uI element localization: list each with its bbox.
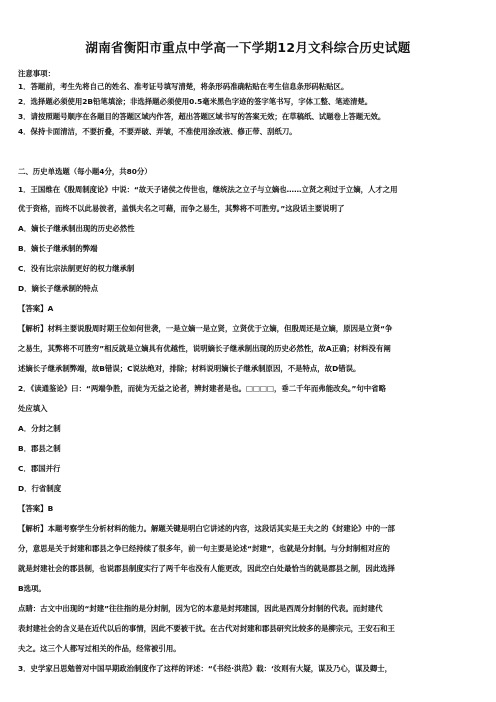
question-2-analysis: 【解析】本题考察学生分析材料的能力。解题关键是明白它讲述的内容，这段话其实是王夫之的《封建论》中的一部	[18, 524, 395, 533]
question-1-answer: 【答案】A	[18, 304, 54, 313]
question-1-option-a: A．嫡长子继承制出现的历史必然性	[18, 224, 135, 233]
question-1-stem: 1．王国维在《殷周制度论》中说：“故天子诸侯之传世也，继统法之立子与立嫡也……立贤之利过于立嫡，人才之用	[18, 185, 398, 194]
notice-item-4: 4．保持卡面清洁，不要折叠，不要弄破、弄皱，不准使用涂改液、修正带、刮纸刀。	[18, 127, 297, 136]
question-1-stem-cont: 优于资格，而终不以此易彼者，盖惧夫名之可藉，而争之易生，其弊将不可胜穷。”这段话主要说明了	[18, 204, 345, 213]
notice-item-1: 1．答题前，考生先将自己的姓名、准考证号填写清楚，将条形码准确粘贴在考生信息条形码粘贴区。	[18, 82, 349, 91]
question-2-option-b: B．郡县之制	[18, 444, 61, 453]
question-2-answer: 【答案】B	[18, 504, 54, 513]
question-2-option-a: A．分封之制	[18, 424, 61, 433]
question-2-option-d: D．行省制度	[18, 484, 62, 493]
question-2-tip: 点睛：古文中出现的“封建”往往指的是分封制，因为它的本意是封邦建国，因此是西周分封制的代表。而封建代	[18, 604, 383, 613]
notice-item-2: 2．选择题必须使用2B铅笔填涂；非选择题必须使用0.5毫米黑色字迹的签字笔书写，字体工整、笔迹清楚。	[18, 97, 373, 106]
question-2-tip-cont: 夫之。这三个人都写过相关的作品，经常被引用。	[18, 644, 181, 653]
question-1-analysis: 【解析】材料主要说殷周时期王位如何世袭，一是立嫡一是立贤，立贤优于立嫡，但殷周还是立嫡，原因是立贤“争	[18, 324, 393, 333]
document-title: 湖南省衡阳市重点中学高一下学期12月文科综合历史试题	[85, 40, 411, 55]
question-2-stem-cont: 处应填入	[18, 404, 48, 413]
question-2-stem: 2．《读通鉴论》曰：“两端争胜，而徒为无益之论者，辨封建者是也。□□□□，垂二千年而弗能改矣。”句中省略	[18, 384, 386, 393]
question-1-option-b: B．嫡长子继承制的弊端	[18, 244, 98, 253]
question-1-analysis-cont: 之易生，其弊将不可胜穷”相反就是立嫡具有优越性，说明嫡长子继承制出现的历史必然性，故A正确；材料没有阐	[18, 344, 391, 353]
question-2-analysis-cont: 分，意思是关于封建和郡县之争已经持续了很多年，前一句主要是论述“封建”，也就是分封制。与分封制相对应的	[18, 544, 390, 553]
notice-heading: 注意事项：	[18, 69, 55, 78]
question-3-stem: 3．史学家吕思勉曾对中国早期政治制度作了这样的评述：“《书经·洪范》载：‘汝则有大疑，谋及乃心，谋及卿士，	[18, 664, 393, 673]
notice-item-3: 3．请按照题号顺序在各题目的答题区域内作答，超出答题区域书写的答案无效；在草稿纸、试题卷上答题无效。	[18, 112, 386, 121]
question-2-analysis-cont: B选项。	[18, 584, 46, 593]
section-heading: 二、历史单选题（每小题4分，共80分）	[18, 167, 152, 176]
question-2-analysis-cont: 就是封建社会的郡县制，也说郡县制度实行了两千年也没有人能更改，因此空白处最恰当的就是郡县之制，因此选择	[18, 564, 395, 573]
question-2-tip-cont: 表封建社会的含义是在近代以后的事情，因此不要被干扰。在古代对封建和郡县研究比较多的是柳宗元，王安石和王	[18, 624, 395, 633]
question-2-option-c: C．郡国并行	[18, 464, 61, 473]
question-1-option-c: C．没有比宗法制更好的权力继承制	[18, 264, 135, 273]
question-1-option-d: D．嫡长子继承制的特点	[18, 284, 99, 293]
question-1-analysis-cont: 述嫡长子继承制弊端，故B错误；C说法绝对，排除；材料说明嫡长子继承制原因，不是特点，故D错误。	[18, 364, 361, 373]
